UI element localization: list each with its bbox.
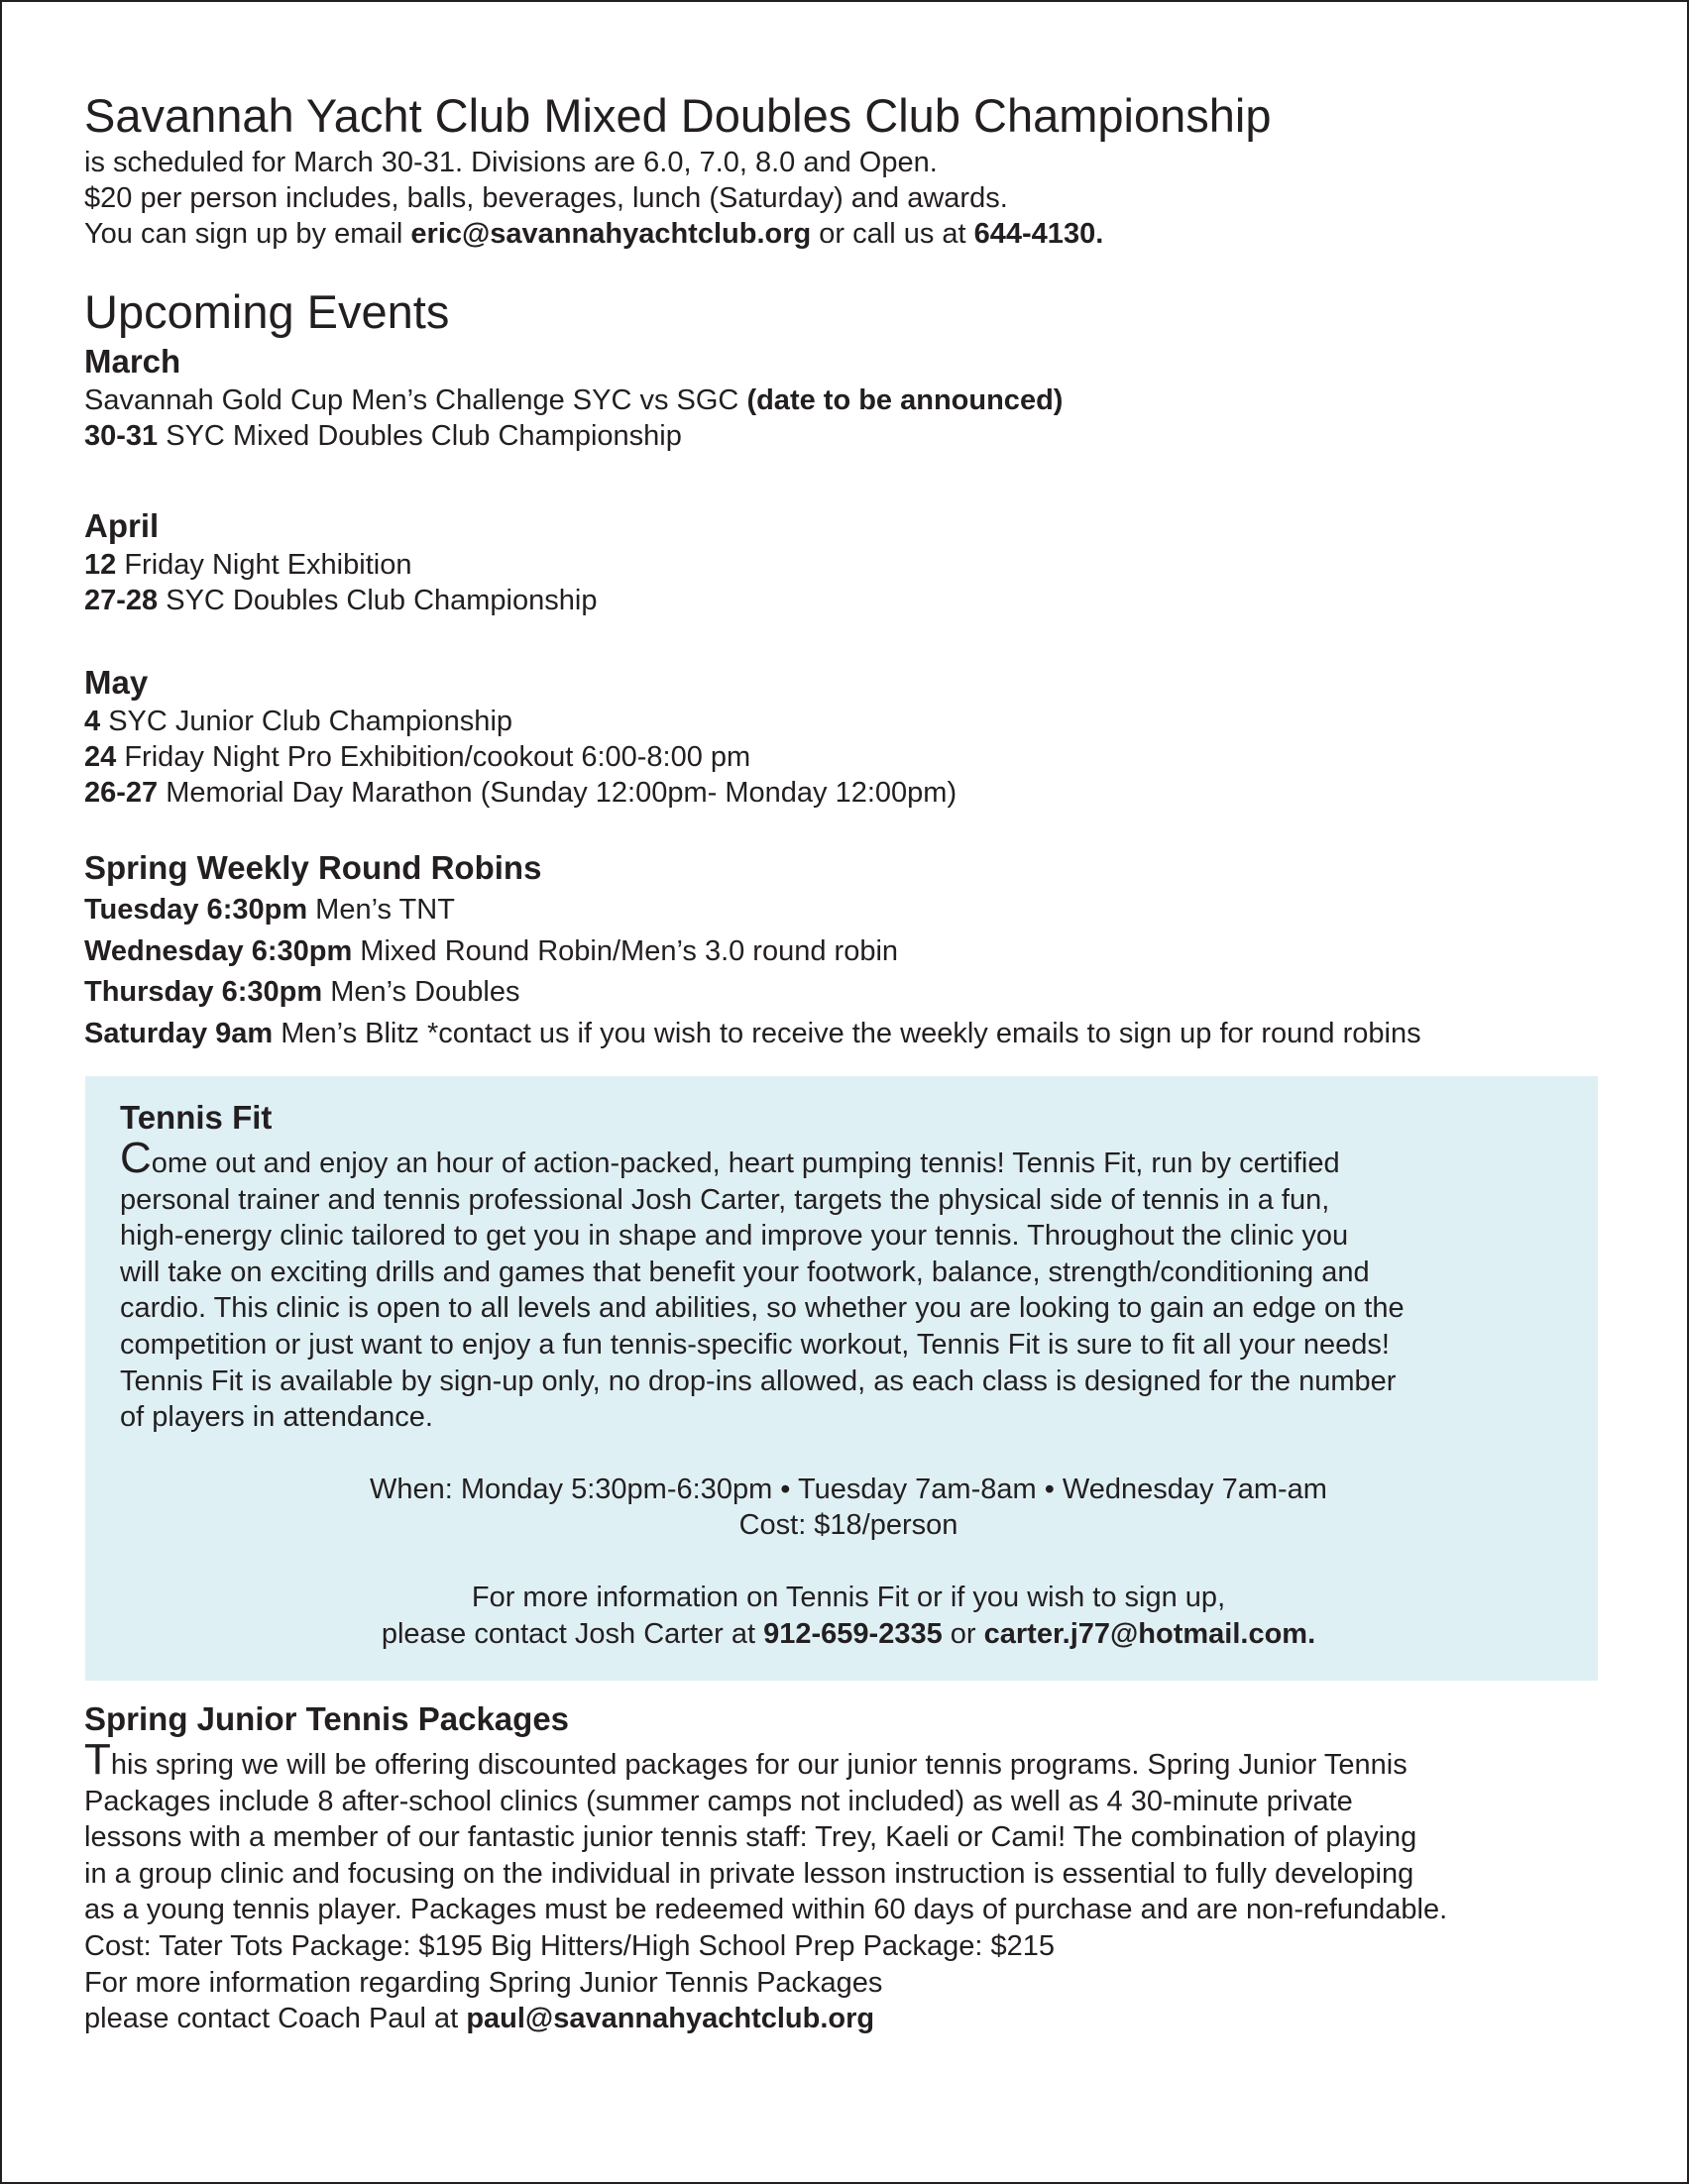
month-heading: March [84, 343, 181, 380]
championship-title: Savannah Yacht Club Mixed Doubles Club Championship [84, 89, 1272, 142]
round-robin-item: Wednesday 6:30pm Mixed Round Robin/Men’s 3.0 round robin [84, 934, 899, 967]
signup-mid: or call us at [811, 218, 974, 250]
paragraph-line: Packages include 8 after-school clinics (summer camps not included) as well as 4 30-minute private [84, 1785, 1353, 1817]
paragraph-line: lessons with a member of our fantastic junior tennis staff: Trey, Kaeli or Cami! The combination of playing [84, 1821, 1417, 1854]
tennis-fit-contact [120, 1580, 1577, 1652]
event-item: 24 Friday Night Pro Exhibition/cookout 6:00-8:00 pm [84, 741, 751, 773]
event-item: 30-31 SYC Mixed Doubles Club Championship [84, 420, 682, 452]
round-robins-title: Spring Weekly Round Robins [84, 849, 542, 886]
event-item: Savannah Gold Cup Men’s Challenge SYC vs SGC (date to be announced) [84, 384, 1064, 416]
paragraph-line: This spring we will be offering discounted packages for our junior tennis programs. Spring Junior Tennis [84, 1735, 1408, 1784]
championship-line-1: is scheduled for March 30-31. Divisions are 6.0, 7.0, 8.0 and Open. [84, 147, 938, 178]
junior-packages-description [84, 1735, 1631, 2037]
tennis-fit-title: Tennis Fit [120, 1099, 273, 1136]
paragraph-line: Cost: Tater Tots Package: $195 Big Hitters/High School Prep Package: $215 [84, 1929, 1056, 1962]
paragraph-line: personal trainer and tennis professional Josh Carter, targets the physical side of tennis in a fun, [120, 1183, 1330, 1216]
round-robin-item: Thursday 6:30pm Men’s Doubles [84, 976, 520, 1008]
coach-email-link[interactable]: paul@savannahyachtclub.org [466, 2003, 875, 2035]
month-heading: April [84, 507, 160, 544]
round-robin-item: Saturday 9am Men’s Blitz *contact us if you wish to receive the weekly emails to sign up for round robins [84, 1017, 1421, 1049]
round-robin-item: Tuesday 6:30pm Men’s TNT [84, 894, 455, 926]
paragraph-line: high-energy clinic tailored to get you in shape and improve your tennis. Throughout the clinic you [120, 1220, 1349, 1253]
junior-packages-section [84, 1697, 1631, 2037]
signup-prefix: You can sign up by email [84, 218, 411, 250]
round-robins-section [84, 846, 1611, 1054]
month-march [84, 341, 1611, 454]
month-heading: May [84, 664, 149, 701]
paragraph-line: in a group clinic and focusing on the individual in private lesson instruction is essential to fully developing [84, 1857, 1414, 1890]
contact-phone[interactable]: 912-659-2335 [763, 1617, 943, 1650]
paragraph-line: competition or just want to enjoy a fun tennis-specific workout, Tennis Fit is sure to fit all your needs! [120, 1328, 1390, 1361]
tennis-fit-content [120, 1096, 1577, 1652]
drop-cap: T [84, 1735, 111, 1784]
contact-line-1: For more information on Tennis Fit or if you wish to sign up, [471, 1581, 1226, 1613]
junior-packages-title: Spring Junior Tennis Packages [84, 1700, 570, 1737]
signup-email-link[interactable]: eric@savannahyachtclub.org [410, 218, 812, 250]
schedule-when: When: Monday 5:30pm-6:30pm • Tuesday 7am-8am • Wednesday 7am-am [370, 1473, 1327, 1505]
contact-line-2: please contact Josh Carter at 912-659-2335 or carter.j77@hotmail.com. [381, 1617, 1316, 1650]
contact-line: please contact Coach Paul at paul@savannahyachtclub.org [84, 2003, 875, 2035]
tennis-fit-description [120, 1134, 1577, 1436]
schedule-cost: Cost: $18/person [738, 1509, 958, 1542]
drop-cap: C [120, 1134, 152, 1182]
tennis-fit-box [85, 1076, 1598, 1681]
upcoming-events-title: Upcoming Events [84, 285, 450, 338]
paragraph-line: Come out and enjoy an hour of action-packed, heart pumping tennis! Tennis Fit, run by certified [120, 1134, 1340, 1182]
event-item: 4 SYC Junior Club Championship [84, 706, 513, 737]
paragraph-line: will take on exciting drills and games that benefit your footwork, balance, strength/conditioning and [120, 1256, 1370, 1288]
month-april [84, 505, 1611, 618]
paragraph-line: For more information regarding Spring Junior Tennis Packages [84, 1966, 883, 1999]
championship-line-3 [84, 216, 1611, 252]
paragraph-line: of players in attendance. [120, 1401, 433, 1434]
event-item: 12 Friday Night Exhibition [84, 549, 412, 581]
championship-line-2: $20 per person includes, balls, beverages, lunch (Saturday) and awards. [84, 182, 1008, 214]
main-content [84, 87, 1611, 1054]
signup-phone[interactable]: 644-4130. [973, 218, 1104, 250]
paragraph-line: as a young tennis player. Packages must be redeemed within 60 days of purchase and are non-refundable. [84, 1894, 1448, 1926]
month-may [84, 662, 1611, 811]
contact-email-link[interactable]: carter.j77@hotmail.com. [983, 1617, 1316, 1650]
event-item: 26-27 Memorial Day Marathon (Sunday 12:00pm- Monday 12:00pm) [84, 777, 957, 809]
event-item: 27-28 SYC Doubles Club Championship [84, 585, 598, 616]
tennis-fit-schedule [120, 1472, 1577, 1544]
paragraph-line: cardio. This clinic is open to all levels and abilities, so whether you are looking to gain an edge on the [120, 1292, 1405, 1325]
paragraph-line: Tennis Fit is available by sign-up only, no drop-ins allowed, as each class is designed for the number [120, 1365, 1397, 1397]
